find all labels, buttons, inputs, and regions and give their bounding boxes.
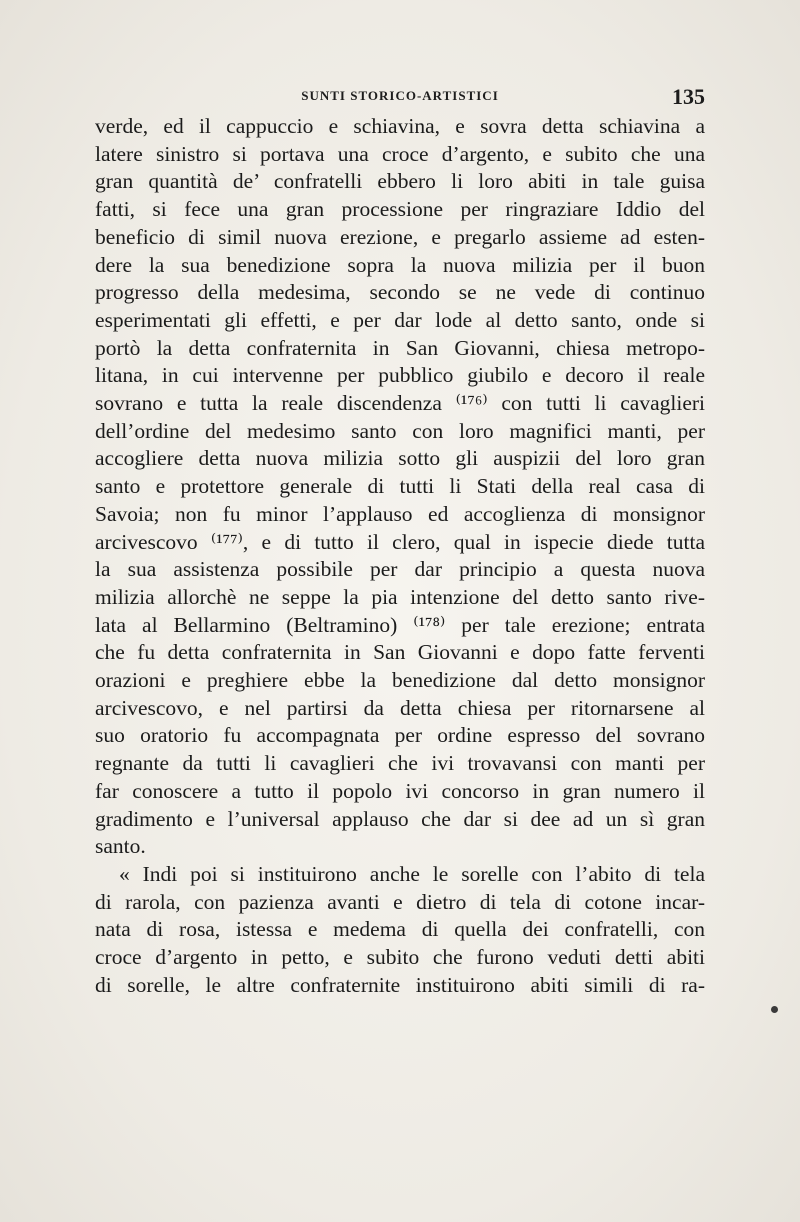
page-number: 135 xyxy=(672,84,705,109)
text-line: progresso della medesima, secondo se ne vede di continuo xyxy=(95,280,705,305)
text-line: litana, in cui intervenne per pubblico giubilo e decoro il reale xyxy=(95,363,705,388)
paragraph-1 xyxy=(95,113,705,861)
text-line: far conoscere a tutto il popolo ivi concorso in gran numero il xyxy=(95,778,705,803)
ink-speck xyxy=(771,1006,778,1013)
text-line: esperimentati gli effetti, e per dar lode al detto santo, onde si xyxy=(95,307,705,332)
paragraph-2 xyxy=(95,861,705,1000)
text-line: latere sinistro si portava una croce d’argento, e subito che una xyxy=(95,141,705,166)
text-line: gradimento e l’universal applauso che dar si dee ad un sì gran xyxy=(95,806,705,831)
text-line: beneficio di simil nuova erezione, e pregarlo assieme ad esten- xyxy=(95,224,705,249)
text-line: croce d’argento in petto, e subito che furono veduti detti abiti xyxy=(95,945,705,970)
text-line: orazioni e preghiere ebbe la benedizione dal detto monsignor xyxy=(95,668,705,693)
text-line: santo. xyxy=(95,834,146,859)
text-line: dell’ordine del medesimo santo con loro magnifici manti, per xyxy=(95,418,705,443)
text-line: sovrano e tutta la reale discendenza ⁽¹⁷⁶⁾ con tutti li cavaglieri xyxy=(95,391,705,416)
text-line: che fu detta confraternita in San Giovanni e dopo fatte ferventi xyxy=(95,640,705,665)
text-line: verde, ed il cappuccio e schiavina, e sovra detta schiavina a xyxy=(95,114,705,138)
body-text xyxy=(95,113,705,1000)
text-line: di rarola, con pazienza avanti e dietro di tela di cotone incar- xyxy=(95,889,705,914)
page-header xyxy=(95,86,705,116)
text-line: la sua assistenza possibile per dar principio a questa nuova xyxy=(95,557,705,582)
text-line: portò la detta confraternita in San Giovanni, chiesa metropo- xyxy=(95,335,705,360)
text-line: lata al Bellarmino (Beltramino) ⁽¹⁷⁸⁾ per tale erezione; entrata xyxy=(95,612,705,637)
text-line: Savoia; non fu minor l’applauso ed accoglienza di monsignor xyxy=(95,501,705,526)
text-line: di sorelle, le altre confraternite instituirono abiti simili di ra- xyxy=(95,972,705,997)
text-line: nata di rosa, istessa e medema di quella dei confratelli, con xyxy=(95,917,705,942)
text-line: fatti, si fece una gran processione per ringraziare Iddio del xyxy=(95,197,705,222)
text-line: arcivescovo, e nel partirsi da detta chiesa per ritornarsene al xyxy=(95,695,705,720)
text-line: accogliere detta nuova milizia sotto gli auspizii del loro gran xyxy=(95,446,705,471)
text-line: santo e protettore generale di tutti li Stati della real casa di xyxy=(95,474,705,499)
text-line: « Indi poi si instituirono anche le sorelle con l’abito di tela xyxy=(119,861,705,886)
text-line: milizia allorchè ne seppe la pia intenzione del detto santo rive- xyxy=(95,584,705,609)
text-line: suo oratorio fu accompagnata per ordine espresso del sovrano xyxy=(95,723,705,748)
text-line: regnante da tutti li cavaglieri che ivi trovavansi con manti per xyxy=(95,751,705,776)
running-head: SUNTI STORICO-ARTISTICI xyxy=(301,88,499,103)
text-line: arcivescovo ⁽¹⁷⁷⁾, e di tutto il clero, qual in ispecie diede tutta xyxy=(95,529,705,554)
text-line: dere la sua benedizione sopra la nuova milizia per il buon xyxy=(95,252,705,277)
text-line: gran quantità de’ confratelli ebbero li loro abiti in tale guisa xyxy=(95,169,705,194)
